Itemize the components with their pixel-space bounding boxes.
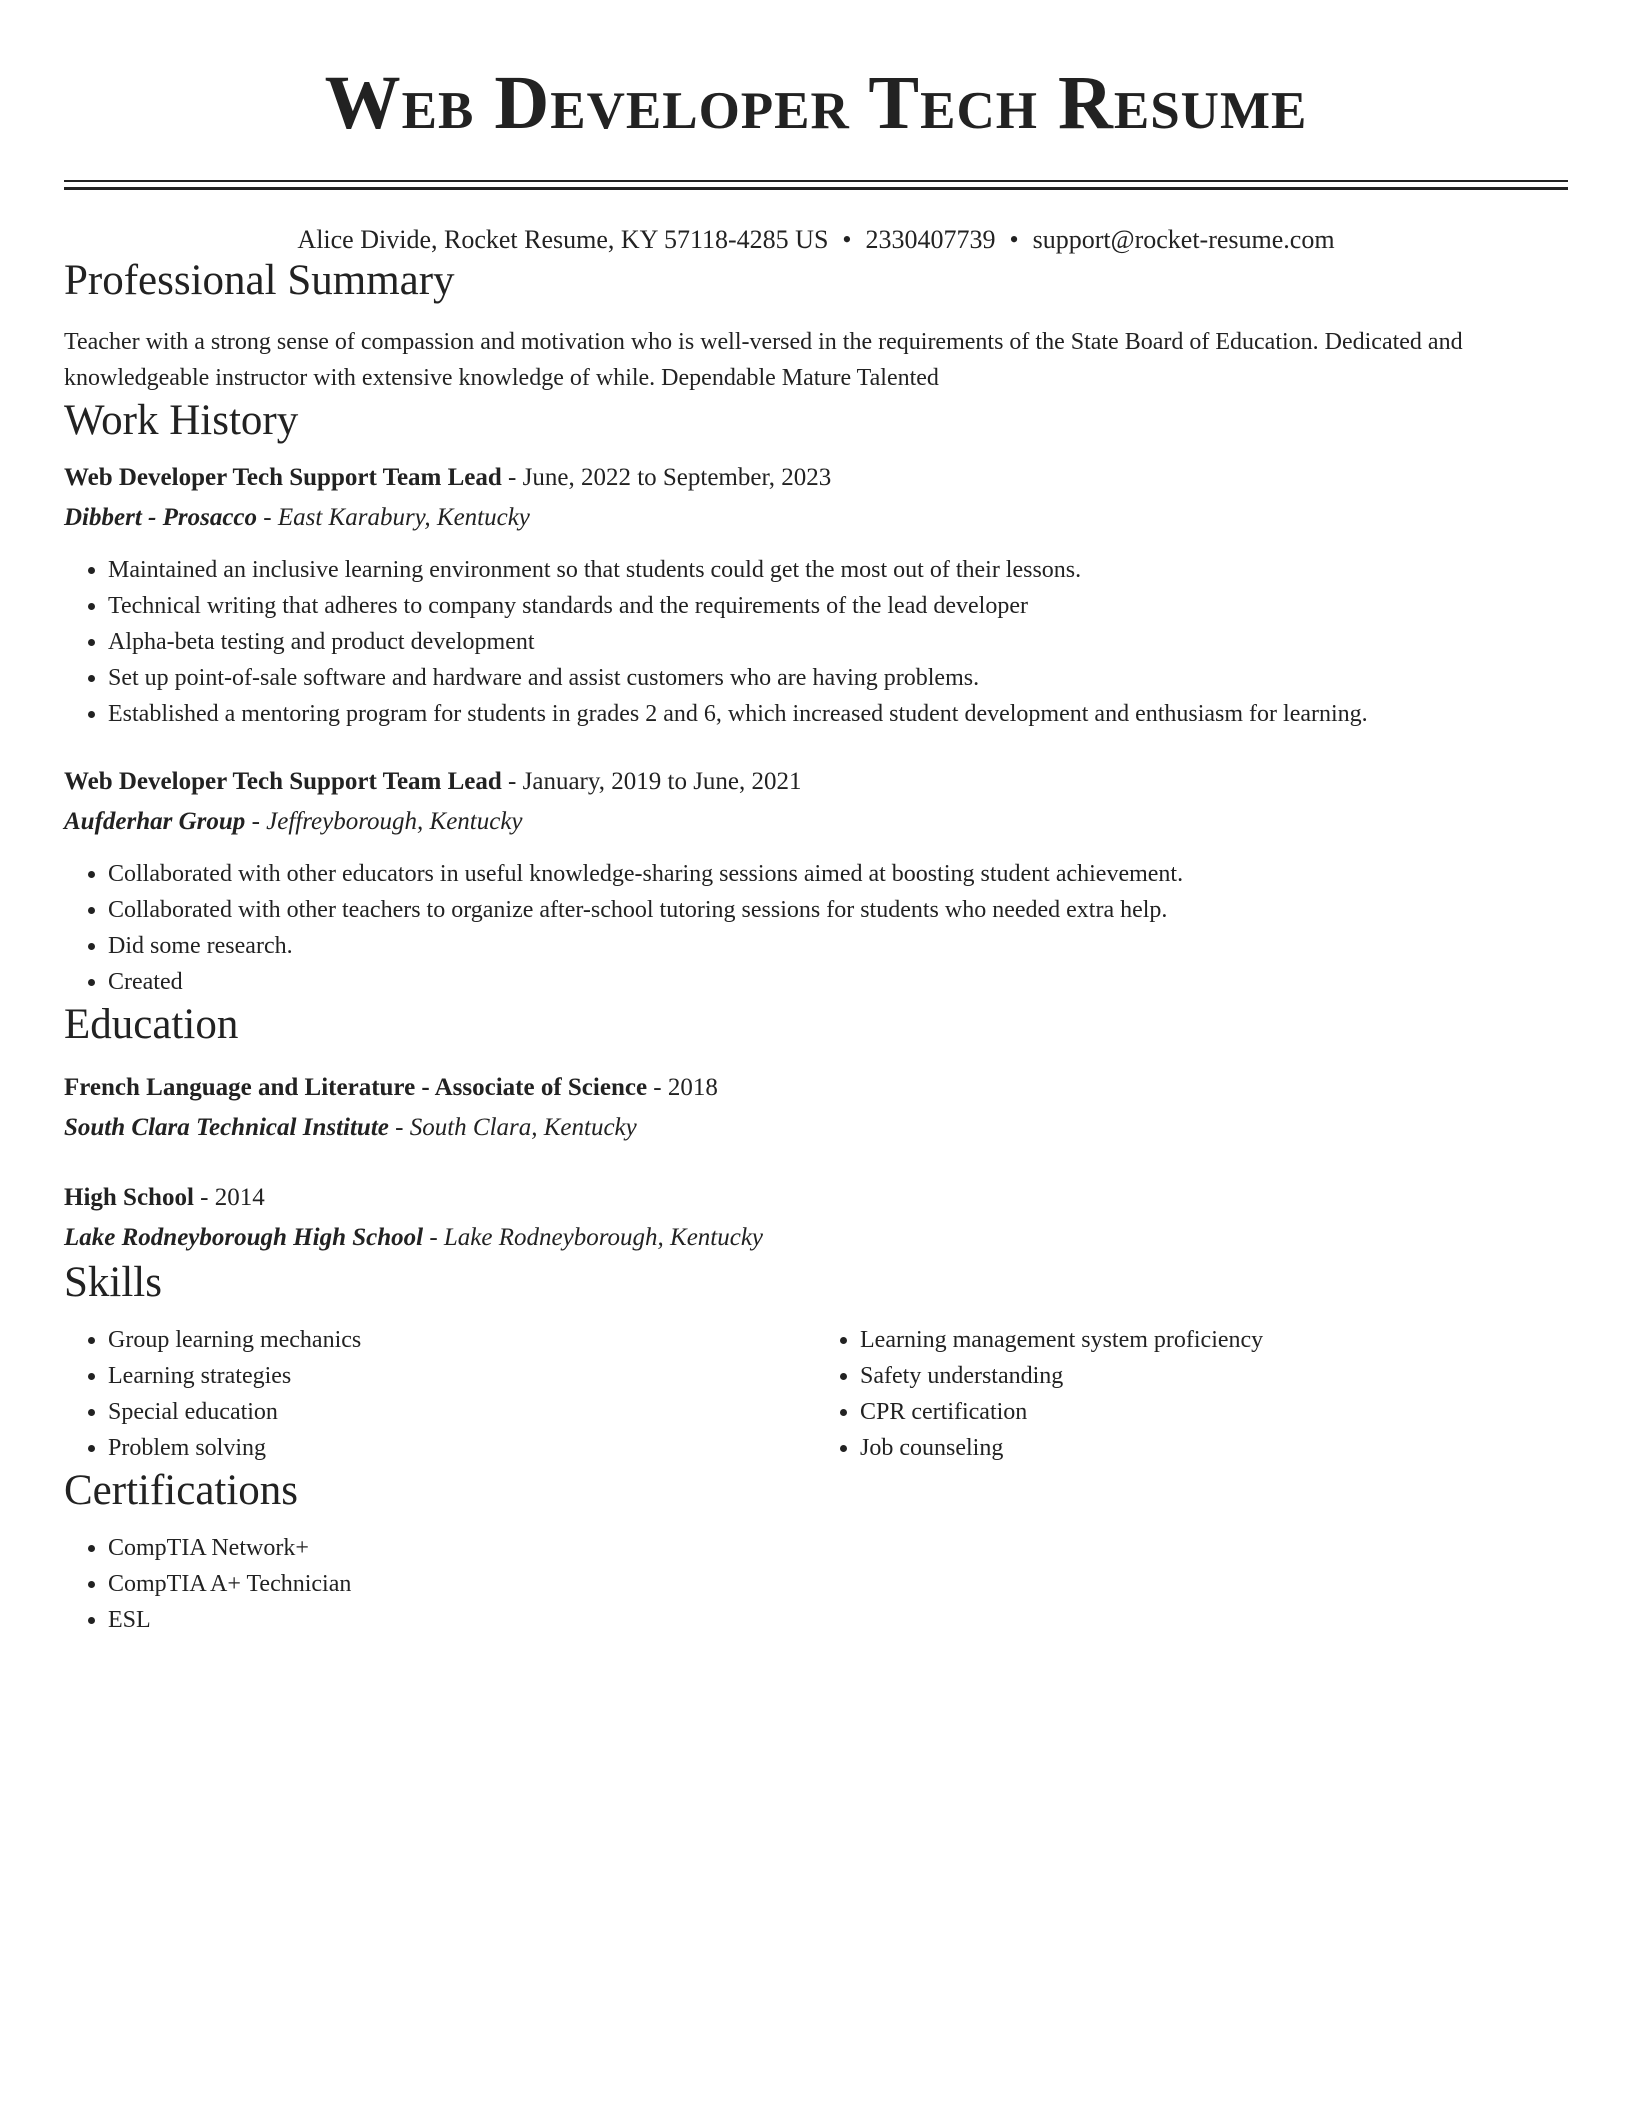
education-degree: High School [64,1184,194,1211]
job-dates: - January, 2019 to June, 2021 [501,768,802,795]
list-item: • Maintained an inclusive learning environment so that students could get the most out of their lessons. [108,552,1568,588]
job-company-line [64,802,1568,842]
job-title: Web Developer Tech Support Team Lead [64,768,502,795]
job-header [64,458,1568,498]
certifications-list [64,1530,1568,1638]
title-divider [64,180,1568,190]
job-company-line [64,498,1568,538]
skills-grid [64,1322,1568,1466]
job-entry [64,458,1568,732]
list-item: • Group learning mechanics [108,1322,816,1358]
contact-address: Alice Divide, Rocket Resume, KY 57118-4285 US [297,225,829,254]
education-header [64,1178,1568,1218]
work-history-heading: Work History [64,397,299,444]
contact-email: support@rocket-resume.com [1032,225,1335,254]
list-item: • ESL [108,1602,1568,1638]
summary-heading: Professional Summary [64,257,455,304]
list-item: • Set up point-of-sale software and hardware and assist customers who are having problems. [108,660,1568,696]
job-company: Dibbert - Prosacco [64,504,258,531]
education-location: - South Clara, Kentucky [388,1114,637,1141]
certifications-heading: Certifications [64,1467,299,1514]
education-header [64,1068,1568,1108]
education-school-line [64,1108,1568,1148]
education-school: Lake Rodneyborough High School [64,1224,424,1251]
education-school-line [64,1218,1568,1258]
education-heading: Education [64,1001,239,1048]
skills-list-left [64,1322,816,1466]
list-item: • Special education [108,1394,816,1430]
contact-separator: • [1009,225,1019,254]
list-item: • CompTIA A+ Technician [108,1566,1568,1602]
skills-heading: Skills [64,1259,162,1306]
list-item: • Learning strategies [108,1358,816,1394]
job-header [64,762,1568,802]
education-degree: French Language and Literature - Associate of Science [64,1074,648,1101]
education-school: South Clara Technical Institute [64,1114,389,1141]
list-item: • Created [108,964,1568,1000]
list-item: • CompTIA Network+ [108,1530,1568,1566]
job-company: Aufderhar Group [64,808,246,835]
list-item: • Learning management system proficiency [860,1322,1568,1358]
list-item: • Alpha-beta testing and product development [108,624,1568,660]
education-entry [64,1068,1568,1148]
contact-phone: 2330407739 [865,225,996,254]
education-location: - Lake Rodneyborough, Kentucky [423,1224,764,1251]
job-location: - East Karabury, Kentucky [257,504,530,531]
resume-title: Web Developer Tech Resume [324,61,1308,145]
list-item: • Did some research. [108,928,1568,964]
education-year: - 2014 [193,1184,265,1211]
list-item: • Collaborated with other teachers to organize after-school tutoring sessions for students who needed extra help. [108,892,1568,928]
job-bullets [64,856,1568,1000]
list-item: • Established a mentoring program for students in grades 2 and 6, which increased student development and enthusiasm for learning. [108,696,1568,732]
job-entry [64,762,1568,1000]
job-location: - Jeffreyborough, Kentucky [245,808,523,835]
list-item: • Problem solving [108,1430,816,1466]
education-entry [64,1178,1568,1258]
skills-list-right [816,1322,1568,1466]
job-bullets [64,552,1568,732]
contact-separator: • [842,225,852,254]
summary-text: Teacher with a strong sense of compassion and motivation who is well-versed in the requirements of the State Board of Education. Dedicated and knowledgeable instructor with extensive knowledge of while. Dependable Mature Talented [64,329,1463,391]
job-dates: - June, 2022 to September, 2023 [501,464,832,491]
contact-line [64,224,1568,256]
list-item: • Job counseling [860,1430,1568,1466]
education-year: - 2018 [647,1074,718,1101]
list-item: • Collaborated with other educators in useful knowledge-sharing sessions aimed at boosting student achievement. [108,856,1568,892]
list-item: • CPR certification [860,1394,1568,1430]
list-item: • Technical writing that adheres to company standards and the requirements of the lead developer [108,588,1568,624]
job-title: Web Developer Tech Support Team Lead [64,464,502,491]
list-item: • Safety understanding [860,1358,1568,1394]
